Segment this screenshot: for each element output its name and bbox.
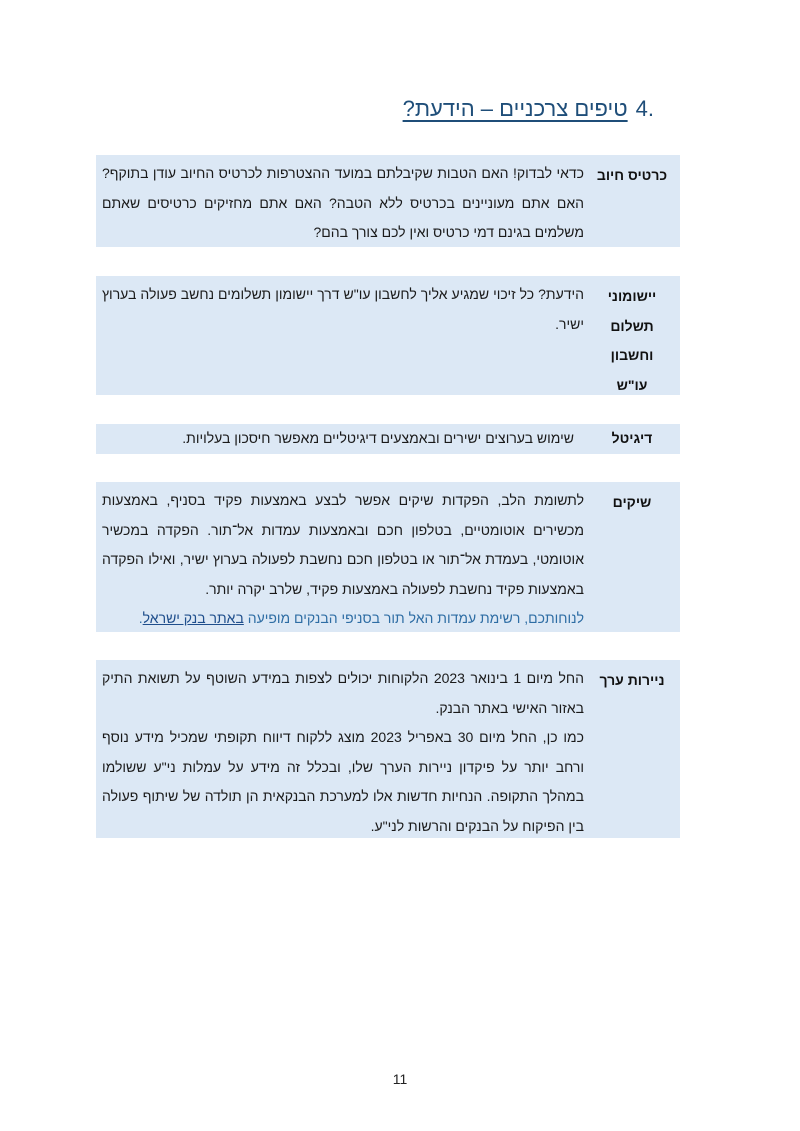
bank-of-israel-link[interactable]: באתר בנק ישראל <box>142 610 244 626</box>
section-title-text: טיפים צרכניים – הידעת? <box>402 96 628 121</box>
tip-text: שימוש בערוצים ישירים ובאמצעים דיגיטליים מאפשר חיסכון בעלויות. <box>182 430 574 446</box>
tip-label: שיקים <box>612 494 652 510</box>
page-number: 11 <box>392 1071 408 1087</box>
section-title <box>403 96 654 122</box>
tip-row-securities <box>96 660 680 838</box>
tip-row-digital <box>96 424 680 454</box>
tip-row-debit-card <box>96 155 680 247</box>
tip-label: יישומוני תשלום וחשבון עו"ש <box>607 288 657 393</box>
tip-row-checks <box>96 482 680 632</box>
checks-note: לנוחותכם, רשימת עמדות האל תור בסניפי הבנקים מופיעה באתר בנק ישראל. <box>138 610 584 626</box>
tip-text: לתשומת הלב, הפקדות שיקים אפשר לבצע באמצעות פקיד בסניף, באמצעות מכשירים אוטומטיים, בטלפון חכם ובאמצעות עמדות אל־תור. הפקדה במכשיר אוטומטי, בעמדת אל־תור או בטלפון חכם נחשבת לפעולה בערוץ ישיר, ואילו הפקדה באמצעות פקיד נחשבת לפעולה באמצעות פקיד, שלרב יקרה יותר. לנוחותכם, רשימת עמדות האל תור בסניפי הבנקים מופיעה באתר בנק ישראל. <box>102 486 584 634</box>
tip-label: ניירות ערך <box>599 672 665 688</box>
tip-label: כרטיס חיוב <box>596 167 668 183</box>
tip-text: הידעת? כל זיכוי שמגיע אליך לחשבון עו"ש דרך יישומון תשלומים נחשב פעולה בערוץ ישיר. <box>102 286 584 332</box>
tip-text: כדאי לבדוק! האם הטבות שקיבלתם במועד ההצטרפות לכרטיס החיוב עודן בתוקף? האם אתם מעוניינים בכרטיס ללא הטבה? האם אתם מחזיקים כרטיסים שאתם משלמים בגינם דמי כרטיס ואין לכם צורך בהם? <box>102 165 584 240</box>
tip-label: דיגיטל <box>611 430 653 446</box>
tip-text: החל מיום 1 בינואר 2023 הלקוחות יכולים לצפות במידע השוטף על תשואת התיק באזור האישי באתר הבנק. כמו כן, החל מיום 30 באפריל 2023 מוצג ללקוח דיווח תקופתי שמכיל מידע נוסף ורחב יותר על פיקדון ניירות הערך שלו, ובכלל זה מידע על עמלות ני"ע ששולמו במהלך התקופה. הנחיות חדשות אלו למערכת הבנקאית הן תולדה של שיתוף פעולה בין הפיקוח על הבנקים והרשות לני"ע. <box>102 670 585 834</box>
tip-row-payment-apps <box>96 276 680 395</box>
section-number: .4 <box>635 96 654 121</box>
